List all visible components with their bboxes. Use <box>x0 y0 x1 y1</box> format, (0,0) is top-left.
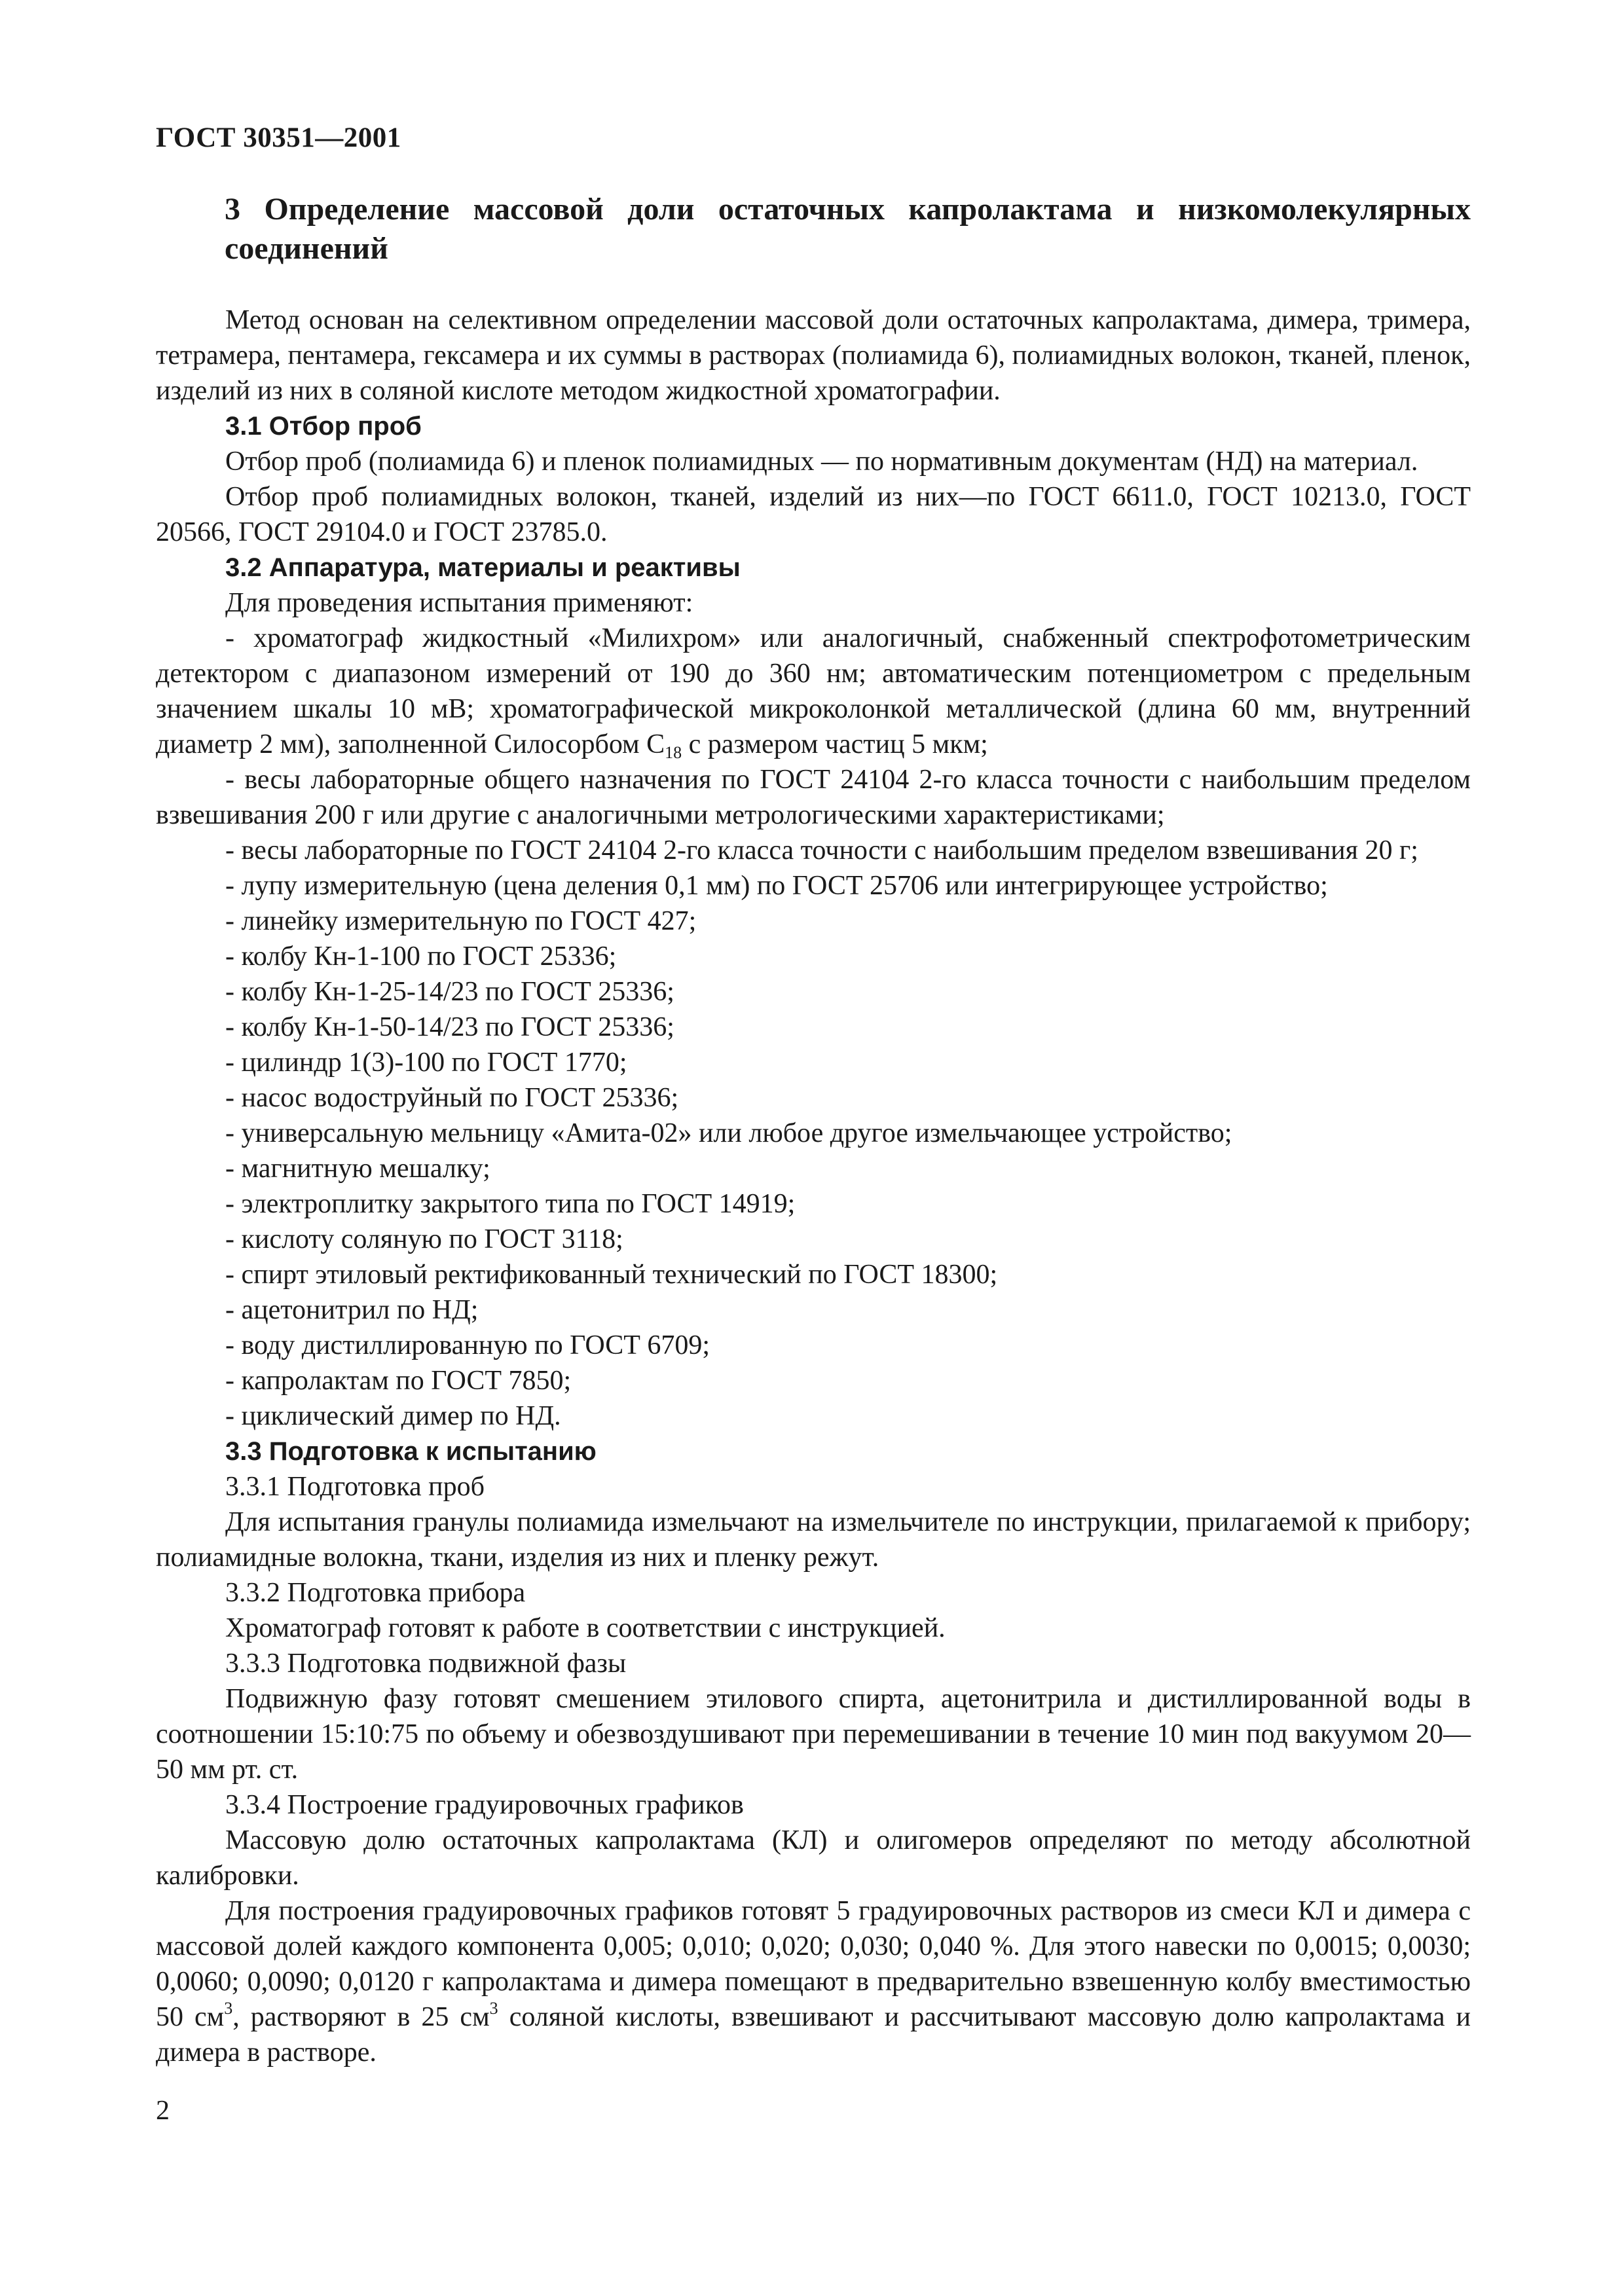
subsection-3-3-1-title: 3.3.1 Подготовка проб <box>225 1472 485 1502</box>
list-item <box>156 621 1471 762</box>
list-item: - воду дистиллированную по ГОСТ 6709; <box>225 1330 710 1360</box>
list-item: - цилиндр 1(3)-100 по ГОСТ 1770; <box>225 1048 627 1078</box>
list-item: - весы лабораторные общего назначения по ГОСТ 24104 2-го класса точности с наибольшим пределом взвешивания 200 г или другие с аналогичными метрологическими характеристиками; <box>156 765 1471 830</box>
subsection-3-1-title: 3.1 Отбор проб <box>225 412 422 441</box>
list-item: - универсальную мельницу «Амита-02» или любое другое измельчающее устройство; <box>225 1118 1232 1148</box>
subsection-3-3-title: 3.3 Подготовка к испытанию <box>225 1437 597 1466</box>
subscript: 18 <box>665 743 682 762</box>
paragraph-text: Для построения градуировочных графиков готовят 5 градуировочных растворов из смеси КЛ и димера с массовой долей каждого компонента 0,005; 0,010; 0,020; 0,030; 0,040 %. Для этого навески по 0,0015; 0,0030; 0,0060; 0,0090; 0,0120 г капролактама и димера помещают в предварительно взвешенную колбу вместимостью 50 см <box>156 1896 1471 2032</box>
list-item: - колбу Кн-1-100 по ГОСТ 25336; <box>225 941 617 972</box>
list-item: - магнитную мешалку; <box>225 1154 490 1184</box>
subsection-3-2-title: 3.2 Аппаратура, материалы и реактивы <box>225 553 741 582</box>
paragraph <box>156 1893 1471 2070</box>
paragraph-text: , растворяют в 25 см <box>232 2002 490 2032</box>
paragraph: Отбор проб полиамидных волокон, тканей, изделий из них—по ГОСТ 6611.0, ГОСТ 10213.0, ГОСТ 20566, ГОСТ 29104.0 и ГОСТ 23785.0. <box>156 482 1471 547</box>
list-item: - насос водоструйный по ГОСТ 25336; <box>225 1083 679 1113</box>
paragraph: Для проведения испытания применяют: <box>225 588 693 618</box>
list-item: - ацетонитрил по НД; <box>225 1295 479 1325</box>
list-item: - весы лабораторные по ГОСТ 24104 2-го класса точности с наибольшим пределом взвешивания 20 г; <box>225 835 1418 866</box>
document-header: ГОСТ 30351—2001 <box>156 122 401 153</box>
subsection-3-3-2-title: 3.3.2 Подготовка прибора <box>225 1578 526 1608</box>
page-number: 2 <box>156 2096 170 2126</box>
paragraph: Хроматограф готовят к работе в соответствии с инструкцией. <box>225 1613 946 1643</box>
list-item: - линейку измерительную по ГОСТ 427; <box>225 906 697 936</box>
list-item: - капролактам по ГОСТ 7850; <box>225 1366 572 1396</box>
paragraph: Для испытания гранулы полиамида измельчают на измельчителе по инструкции, прилагаемой к прибору; полиамидные волокна, ткани, изделия из них и пленку режут. <box>156 1507 1471 1573</box>
list-item: - кислоту соляную по ГОСТ 3118; <box>225 1224 623 1254</box>
intro-paragraph: Метод основан на селективном определении массовой доли остаточных капролактама, димера, тримера, тетрамера, пентамера, гексамера и их суммы в растворах (полиамида 6), полиамидных волокон, тканей, пленок, изделий из них в соляной кислоте методом жидкостной хроматографии. <box>156 305 1471 406</box>
paragraph: Подвижную фазу готовят смешением этилового спирта, ацетонитрила и дистиллированной воды в соотношении 15:10:75 по объему и обезвоздушивают при перемешивании в течение 10 мин под вакуумом 20—50 мм рт. ст. <box>156 1684 1471 1785</box>
paragraph: Отбор проб (полиамида 6) и пленок полиамидных — по нормативным документам (НД) на материал. <box>225 446 1418 477</box>
superscript: 3 <box>224 1999 233 2018</box>
section-title: 3 Определение массовой доли остаточных капролактама и низкомолекулярных соединений <box>225 192 1471 266</box>
superscript: 3 <box>489 1999 498 2018</box>
list-item-text: - хроматограф жидкостный «Милихром» или аналогичный, снабженный спектрофотометрическим детектором с диапазоном измерений от 190 до 360 нм; автоматическим потенциометром с предельным значением шкалы 10 мВ; хроматографической микроколонкой металлической (длина 60 мм, внутренний диаметр 2 мм), заполненной Силосорбом С <box>156 623 1471 759</box>
list-item: - электроплитку закрытого типа по ГОСТ 14919; <box>225 1189 796 1219</box>
list-item: - циклический димер по НД. <box>225 1401 561 1431</box>
paragraph-text: соляной кислоты, взвешивают и рассчитывают массовую долю капролактама и димера в растворе. <box>156 2002 1471 2068</box>
subsection-3-3-3-title: 3.3.3 Подготовка подвижной фазы <box>225 1649 627 1679</box>
list-item-text: с размером частиц 5 мкм; <box>682 729 988 759</box>
document-body <box>156 190 1471 2070</box>
list-item: - спирт этиловый ректификованный технический по ГОСТ 18300; <box>225 1260 998 1290</box>
list-item: - колбу Кн-1-50-14/23 по ГОСТ 25336; <box>225 1012 674 1042</box>
equipment-list <box>156 762 1471 1434</box>
subsection-3-3-4-title: 3.3.4 Построение градуировочных графиков <box>225 1790 744 1820</box>
paragraph: Массовую долю остаточных капролактама (КЛ) и олигомеров определяют по методу абсолютной калибровки. <box>156 1825 1471 1891</box>
list-item: - колбу Кн-1-25-14/23 по ГОСТ 25336; <box>225 977 674 1007</box>
list-item: - лупу измерительную (цена деления 0,1 мм) по ГОСТ 25706 или интегрирующее устройство; <box>225 871 1328 901</box>
